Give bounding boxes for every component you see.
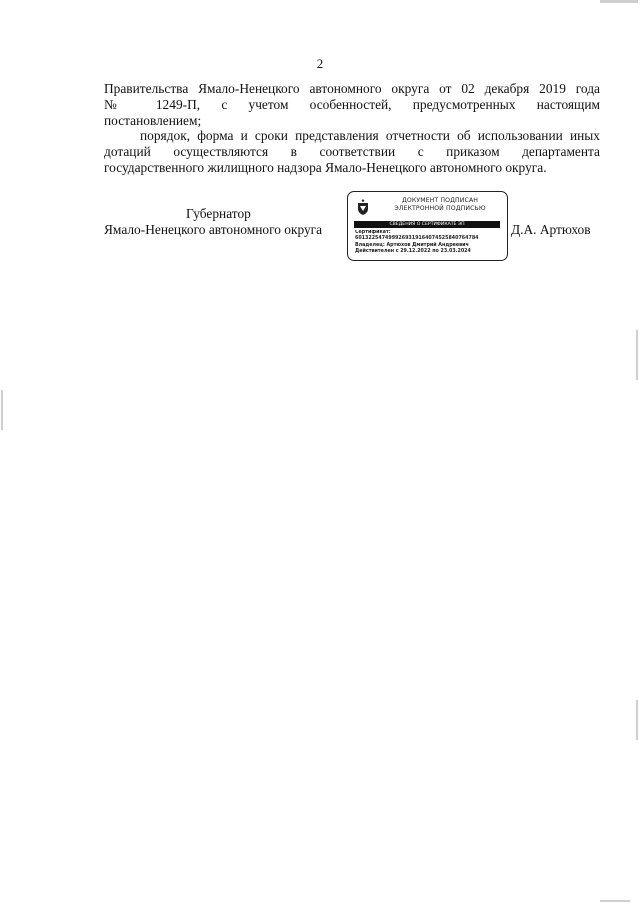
scan-edge-mark-bottom: [600, 900, 630, 902]
paragraph-1-line-1: Правительства Ямало-Ненецкого автономного округа от 02 декабря 2019 года: [104, 81, 600, 96]
scan-edge-mark: [600, 0, 638, 3]
paragraph-1-line-2: № 1249-П, с учетом особенностей, предусмотренных настоящим: [104, 96, 600, 112]
electronic-signature-stamp: [347, 191, 508, 261]
scan-edge-mark-right-1: [636, 330, 638, 380]
paragraph-1: [104, 81, 600, 128]
paragraph-2-line-3: государственного жилищного надзора Ямало-Ненецкого автономного округа.: [104, 159, 547, 175]
scan-edge-mark-right-2: [636, 700, 638, 740]
stamp-owner: Владелец: Артюхов Дмитрий Андреевич: [355, 242, 469, 248]
signatory-name: Д.А. Артюхов: [511, 222, 591, 237]
paragraph-2-line-2: дотаций осуществляются в соответствии с приказом департамента: [104, 143, 600, 159]
stamp-heading-line-2: ЭЛЕКТРОННОЙ ПОДПИСЬЮ: [394, 205, 486, 212]
scan-edge-mark-left: [1, 390, 3, 430]
stamp-certificate-bar: СВЕДЕНИЯ О СЕРТИФИКАТЕ ЭП: [354, 221, 500, 228]
stamp-validity: Действителен с 29.12.2022 по 23.03.2024: [355, 248, 471, 254]
paragraph-2: [104, 128, 600, 175]
signatory-region: Ямало-Ненецкого автономного округа: [104, 221, 323, 237]
signatory-title: Губернатор: [186, 206, 251, 221]
page-number: 2: [316, 56, 324, 71]
paragraph-1-line-3: постановлением;: [104, 112, 202, 128]
coat-of-arms-icon: [356, 198, 370, 216]
stamp-certificate-details: [355, 230, 505, 255]
paragraph-2-line-1: порядок, форма и сроки представления отчетности об использовании иных: [140, 128, 600, 143]
stamp-certificate-number: 6013225474999269319164074525840764784: [355, 236, 479, 242]
signatory-position: [104, 206, 344, 238]
stamp-heading-line-1: ДОКУМЕНТ ПОДПИСАН: [401, 197, 479, 204]
stamp-certificate-label: Сертификат:: [355, 230, 391, 235]
stamp-heading: [376, 197, 504, 213]
